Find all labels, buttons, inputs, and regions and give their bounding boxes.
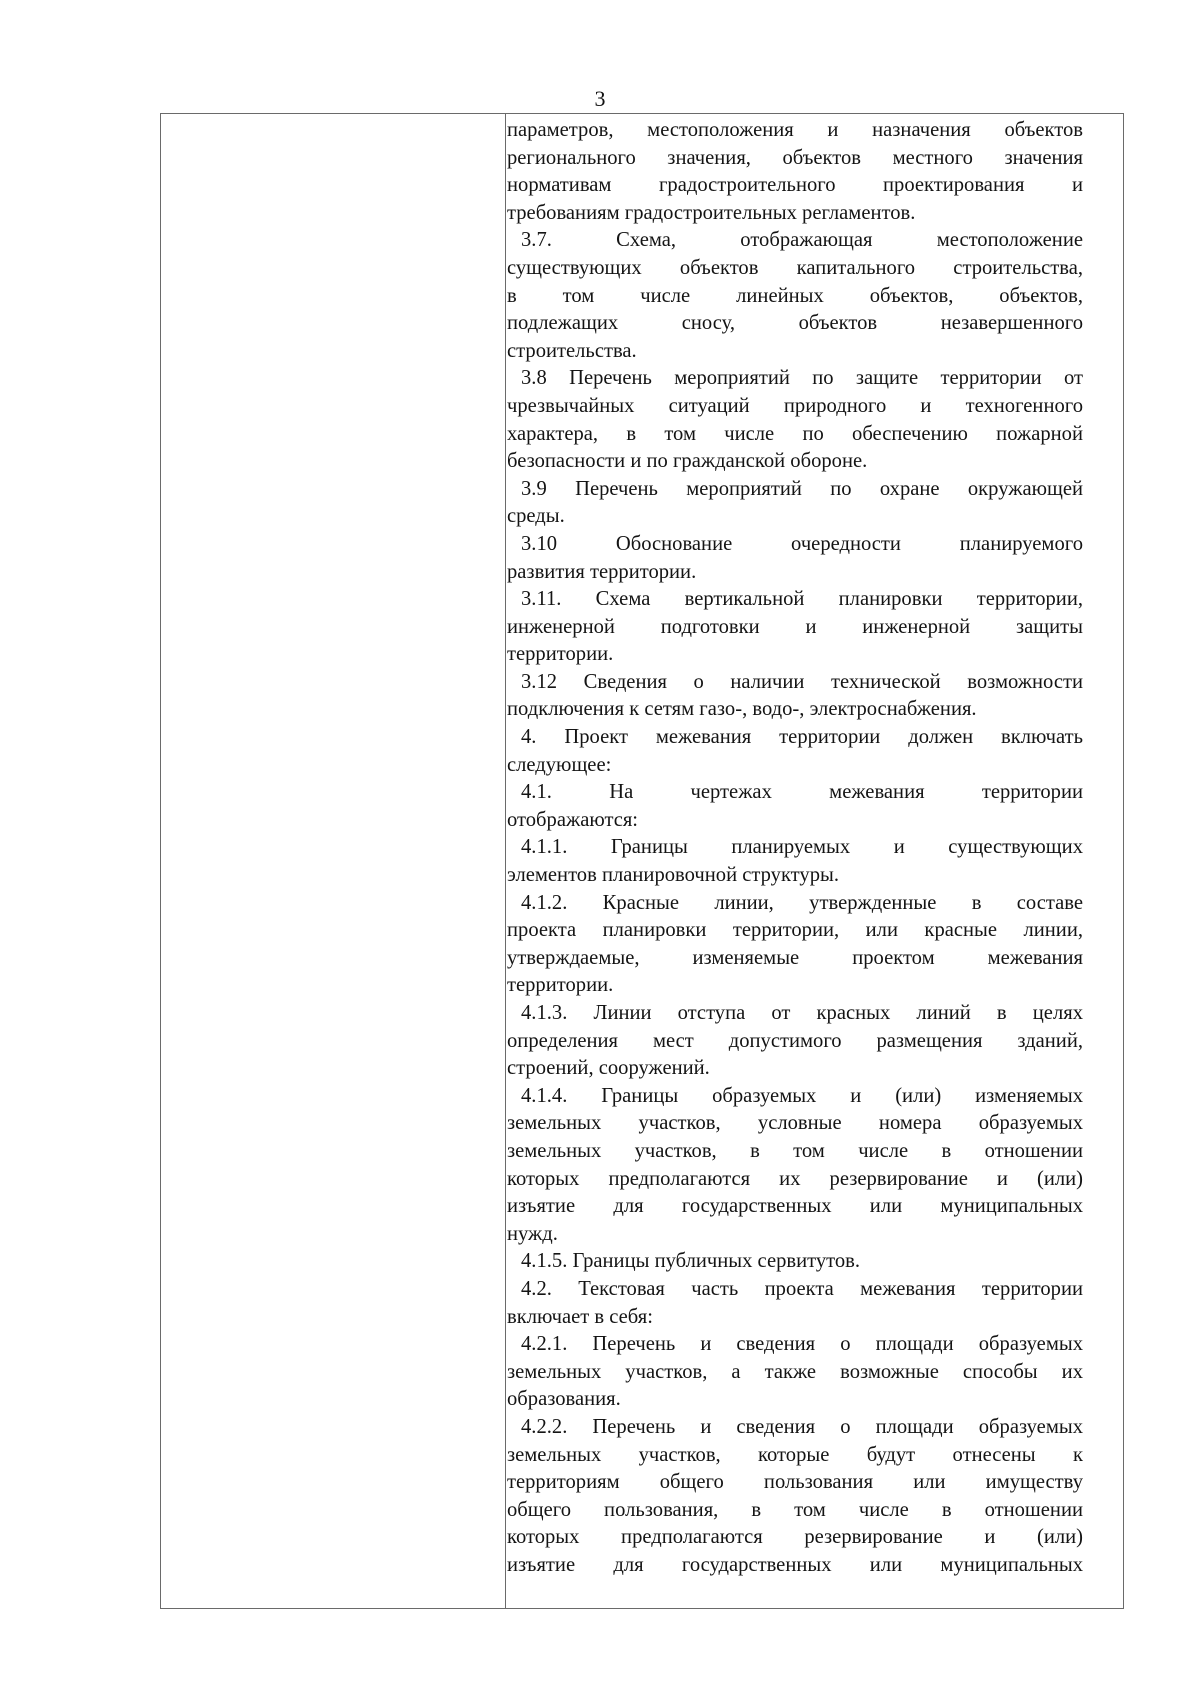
text-line: которых предполагаются резервирование и (или) xyxy=(507,1526,1083,1549)
text-line: отображаются: xyxy=(507,808,639,831)
empty-left-cell xyxy=(161,114,506,1608)
text-line: следующее: xyxy=(507,753,612,776)
text-line: земельных участков, которые будут отнесены к xyxy=(507,1443,1083,1466)
text-line: 3.8 Перечень мероприятий по защите территории от xyxy=(521,367,1083,390)
text-line: 4.1.4. Границы образуемых и (или) изменяемых xyxy=(521,1084,1083,1107)
text-line: 3.10 Обоснование очередности планируемого xyxy=(521,532,1083,555)
text-line: 4.1.2. Красные линии, утвержденные в составе xyxy=(521,891,1083,914)
text-line: территориям общего пользования или имуществу xyxy=(507,1471,1083,1494)
text-line: подключения к сетям газо-, водо-, электроснабжения. xyxy=(507,698,977,721)
text-line: изъятие для государственных или муниципальных xyxy=(507,1553,1083,1576)
text-line: утверждаемые, изменяемые проектом межевания xyxy=(507,946,1083,969)
text-line: нужд. xyxy=(507,1222,558,1245)
text-cell xyxy=(507,117,1083,1579)
text-line: безопасности и по гражданской обороне. xyxy=(507,450,868,473)
text-line: территории. xyxy=(507,643,614,666)
text-line: 3.7. Схема, отображающая местоположение xyxy=(521,229,1083,252)
text-line: 4.1.5. Границы публичных сервитутов. xyxy=(521,1250,861,1273)
text-line: 4.1.1. Границы планируемых и существующих xyxy=(521,836,1083,859)
text-line: характера, в том числе по обеспечению пожарной xyxy=(507,422,1083,445)
text-line: нормативам градостроительного проектирования и xyxy=(507,174,1083,197)
text-line: среды. xyxy=(507,505,565,528)
page-number: 3 xyxy=(594,86,606,111)
text-line: проекта планировки территории, или красные линии, xyxy=(507,919,1083,942)
text-line: параметров, местоположения и назначения объектов xyxy=(507,119,1083,141)
text-line: инженерной подготовки и инженерной защиты xyxy=(507,615,1083,638)
text-line: 4.1.3. Линии отступа от красных линий в целях xyxy=(521,1002,1083,1024)
text-line: 4.2.2. Перечень и сведения о площади образуемых xyxy=(521,1415,1083,1438)
document-table xyxy=(160,113,1124,1609)
text-line: строений, сооружений. xyxy=(507,1057,710,1080)
text-line: земельных участков, условные номера образуемых xyxy=(507,1112,1083,1135)
text-line: 4.2. Текстовая часть проекта межевания территории xyxy=(521,1277,1083,1300)
text-line: земельных участков, в том числе в отношении xyxy=(507,1139,1083,1162)
text-line: элементов планировочной структуры. xyxy=(507,864,839,887)
text-line: чрезвычайных ситуаций природного и техногенного xyxy=(507,394,1083,417)
text-line: 3.11. Схема вертикальной планировки территории, xyxy=(521,588,1083,611)
text-line: земельных участков, а также возможные способы их xyxy=(507,1360,1083,1383)
text-line: строительства. xyxy=(507,339,637,362)
text-line: определения мест допустимого размещения зданий, xyxy=(507,1029,1083,1052)
text-line: 4.1. На чертежах межевания территории xyxy=(521,781,1083,804)
text-line: включает в себя: xyxy=(507,1305,653,1328)
text-line: территории. xyxy=(507,974,614,997)
text-line: в том числе линейных объектов, объектов, xyxy=(507,284,1083,307)
text-line: образования. xyxy=(507,1388,621,1411)
text-line: требованиям градостроительных регламентов. xyxy=(507,201,916,224)
text-line: 3.12 Сведения о наличии технической возможности xyxy=(521,670,1083,693)
text-line: существующих объектов капитального строительства, xyxy=(507,256,1083,279)
text-line: развития территории. xyxy=(507,560,697,583)
text-line: общего пользования, в том числе в отношении xyxy=(507,1498,1083,1521)
text-line: 4.2.1. Перечень и сведения о площади образуемых xyxy=(521,1333,1083,1356)
text-line: которых предполагаются их резервирование и (или) xyxy=(507,1167,1083,1190)
text-line: регионального значения, объектов местного значения xyxy=(507,146,1083,169)
text-line: 4. Проект межевания территории должен включать xyxy=(521,726,1083,749)
text-line: 3.9 Перечень мероприятий по охране окружающей xyxy=(521,477,1083,500)
text-line: изъятие для государственных или муниципальных xyxy=(507,1195,1083,1218)
text-line: подлежащих сносу, объектов незавершенного xyxy=(507,312,1083,335)
